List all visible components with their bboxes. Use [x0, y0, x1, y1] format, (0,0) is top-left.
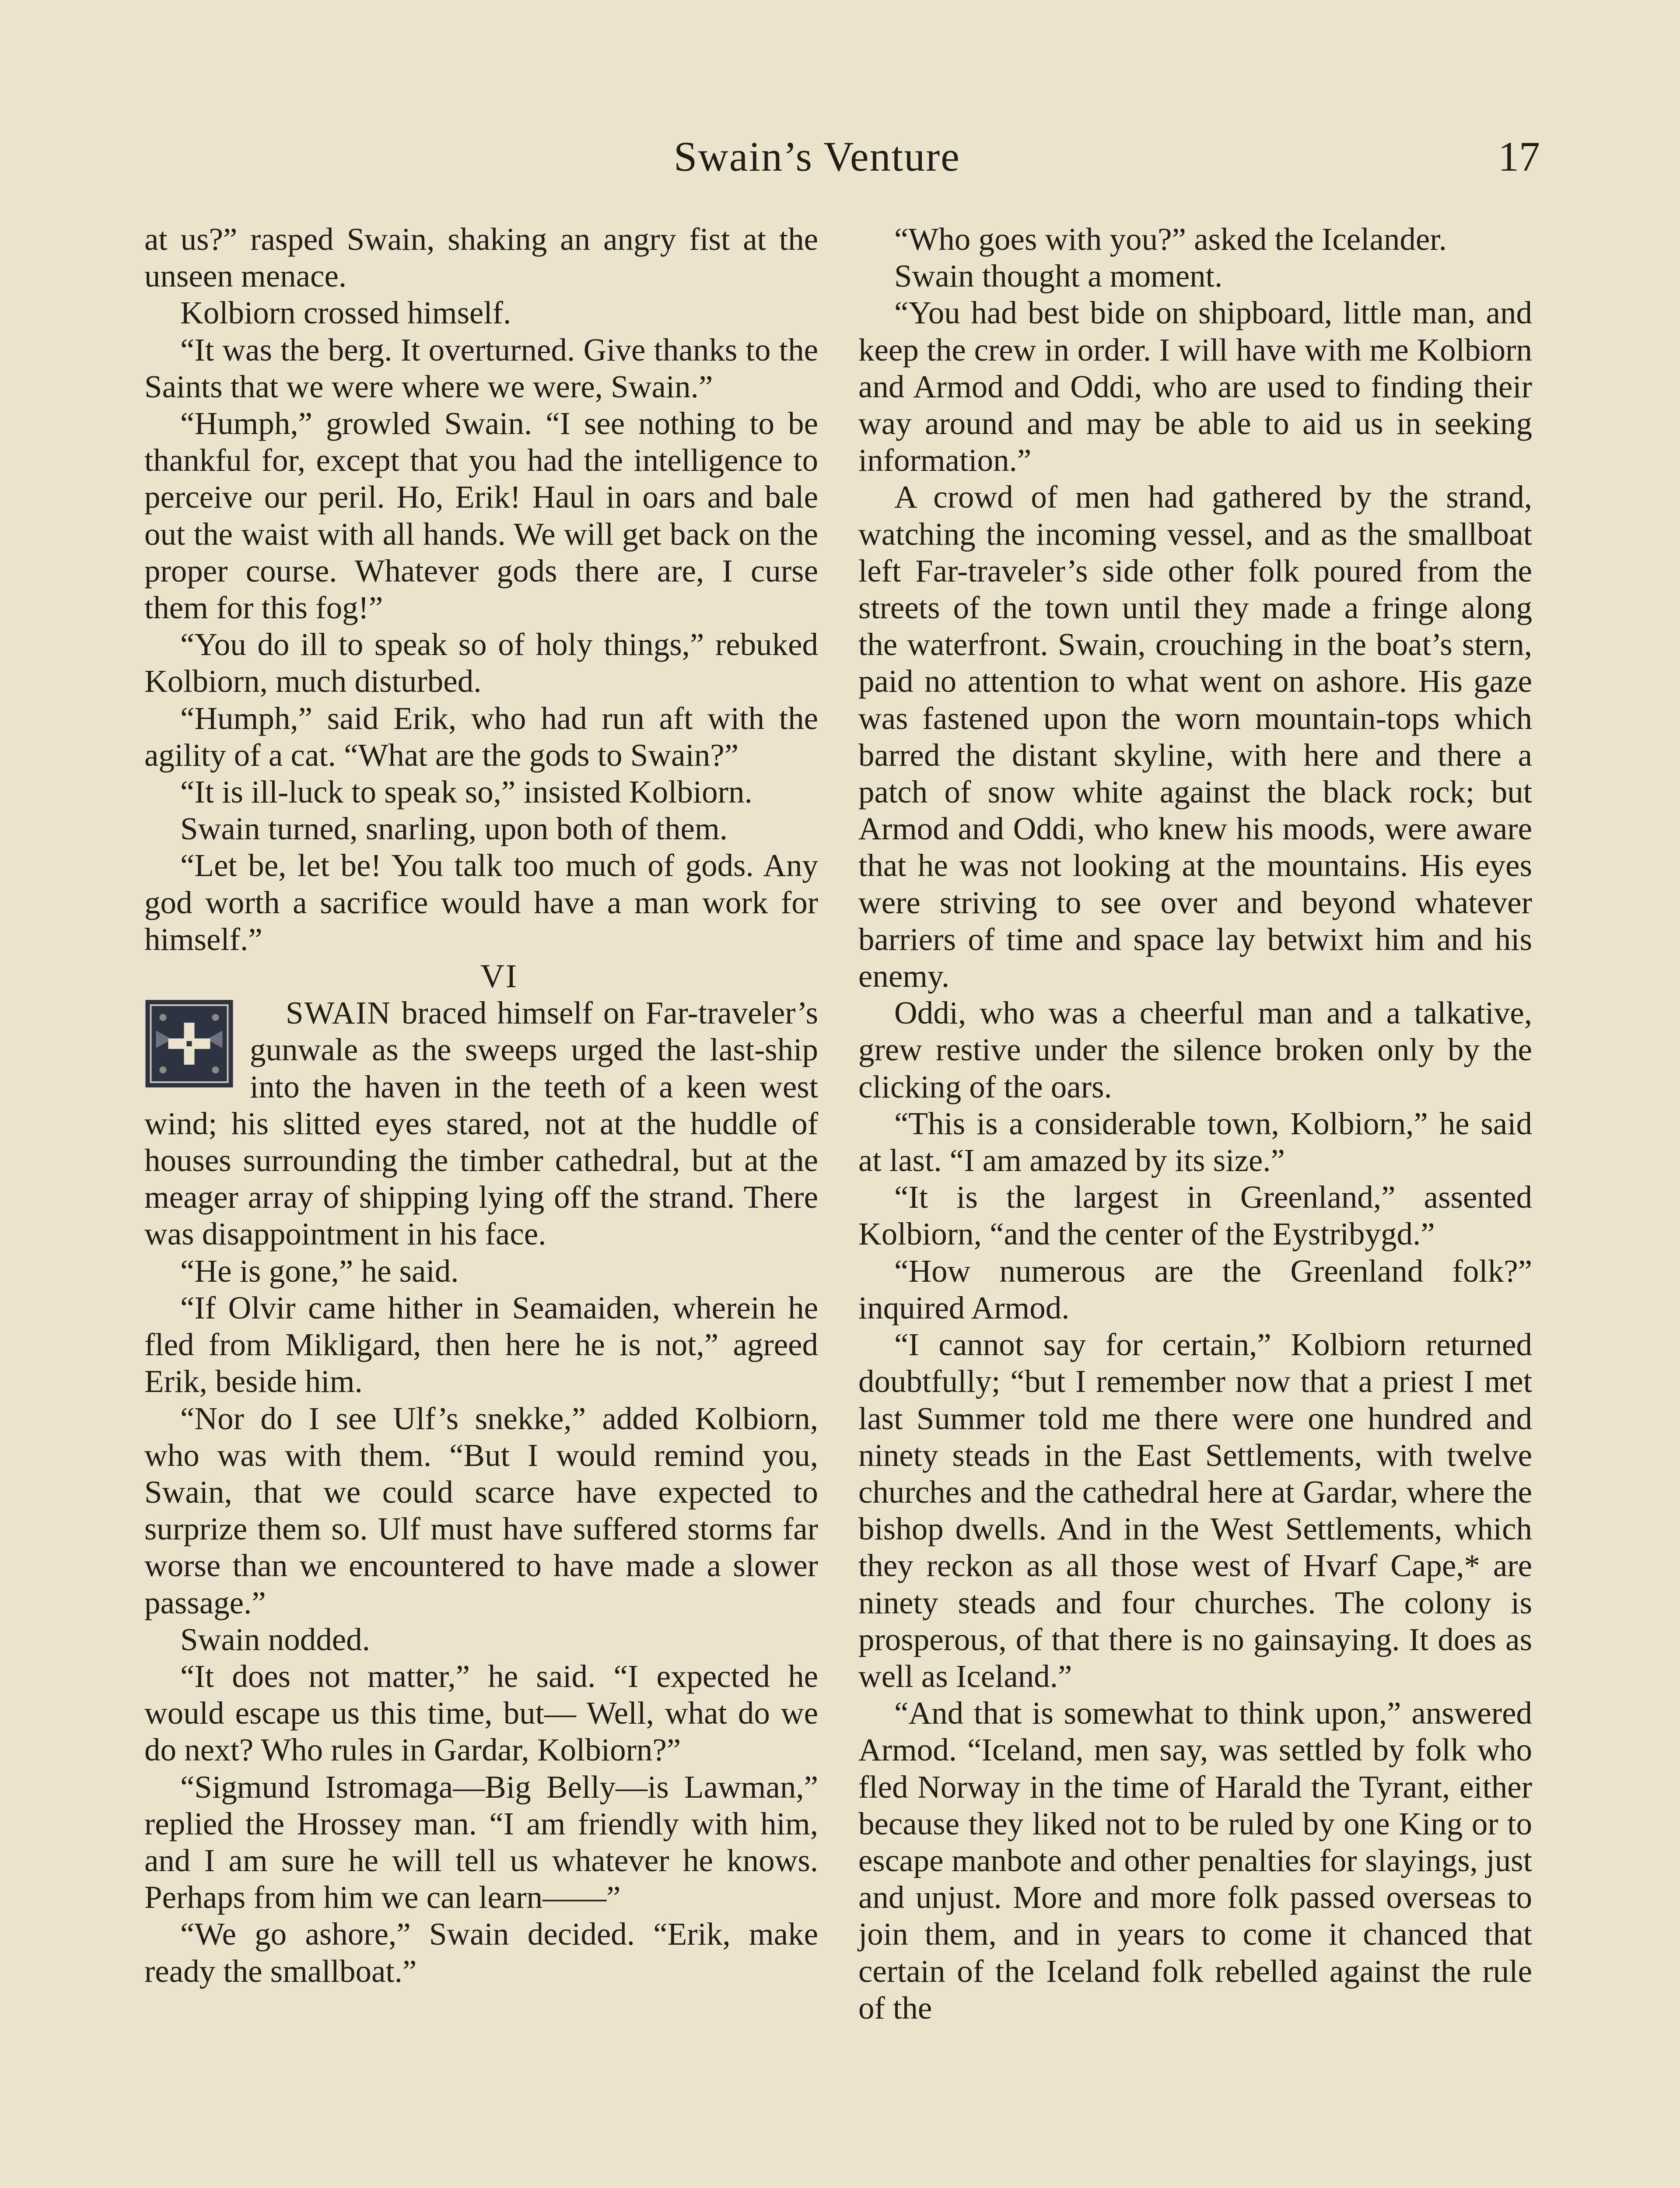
- dropcap-word: SWAIN: [286, 995, 392, 1031]
- section-heading: VI: [480, 958, 518, 995]
- paragraph: “It is ill-luck to speak so,” insisted Kolbiorn.: [180, 774, 752, 810]
- paragraph: “Who goes with you?” asked the Icelander.: [894, 221, 1447, 257]
- ornamental-initial-icon: [144, 1000, 234, 1087]
- paragraph: “It was the berg. It overturned. Give thanks to the Saints that we were where we were, Swain.”: [144, 332, 818, 404]
- paragraph: Swain thought a moment.: [894, 258, 1223, 294]
- paragraph: “And that is somewhat to think upon,” answered Armod. “Iceland, men say, was settled by folk who fled Norway in the time of Harald the Tyrant, either because they liked not to be ruled by one King or to escape manbote and other penalties for slayings, just and unjust. More and more folk passed overseas to join them, and in years to come it chanced that certain of the Iceland folk rebelled against the rule of the: [858, 1695, 1532, 2026]
- paragraph: Oddi, who was a cheerful man and a talkative, grew restive under the silence broken only by the clicking of the oars.: [858, 995, 1532, 1105]
- paragraph: “We go ashore,” Swain decided. “Erik, make ready the smallboat.”: [144, 1916, 818, 1989]
- page-number: 17: [1498, 133, 1540, 180]
- running-header: [612, 128, 1575, 189]
- paragraph: “Humph,” growled Swain. “I see nothing to be thankful for, except that you had the intelligence to perceive our peril. Ho, Erik! Haul in oars and bale out the waist with all hands. We will get back on the proper course. Whatever gods there are, I curse them for this fog!”: [144, 406, 818, 626]
- paragraph: “If Olvir came hither in Seamaiden, wherein he fled from Mikligard, then here he is not,” agreed Erik, beside him.: [144, 1290, 818, 1399]
- paragraph: “He is gone,” he said.: [180, 1253, 459, 1289]
- paragraph: Swain nodded.: [180, 1621, 370, 1657]
- right-column: [858, 221, 1532, 2027]
- paragraph: “You had best bide on shipboard, little man, and keep the crew in order. I will have with me Kolbiorn and Armod and Oddi, who are used to finding their way around and may be able to aid us in seeking information.”: [858, 295, 1532, 478]
- paragraph: A crowd of men had gathered by the strand, watching the incoming vessel, and as the smallboat left Far-traveler’s side other folk poured from the streets of the town until they made a fringe along the waterfront. Swain, crouching in the boat’s stern, paid no attention to what went on ashore. His gaze was fastened upon the worn mountain-tops which barred the distant skyline, with here and there a patch of snow white against the black rock; but Armod and Oddi, who knew his moods, were aware that he was not looking at the mountains. His eyes were striving to see over and beyond whatever barriers of time and space lay betwixt him and his enemy.: [858, 479, 1532, 994]
- paragraph: “Nor do I see Ulf’s snekke,” added Kolbiorn, who was with them. “But I would remind you, Swain, that we could scarce have expected to surprize them so. Ulf must have suffered storms far worse than we encountered to have made a slower passage.”: [144, 1400, 818, 1620]
- paragraph: “It does not matter,” he said. “I expected he would escape us this time, but— Well, what do we do next? Who rules in Gardar, Kolbiorn?”: [144, 1658, 818, 1768]
- paragraph: “I cannot say for certain,” Kolbiorn returned doubtfully; “but I remember now that a priest I met last Summer told me there were one hundred and ninety steads in the East Settlements, with twelve churches and the cathedral here at Gardar, where the bishop dwells. And in the West Settlements, which they reckon as all those west of Hvarf Cape,* are ninety steads and four churches. The colony is prosperous, of that there is no gainsaying. It does as well as Iceland.”: [858, 1327, 1532, 1694]
- chapter-opening-paragraph: [144, 995, 818, 1252]
- paragraph: “Humph,” said Erik, who had run aft with the agility of a cat. “What are the gods to Swain?”: [144, 700, 818, 773]
- paragraph: Swain turned, snarling, upon both of them.: [180, 811, 728, 847]
- left-column: [144, 221, 818, 1990]
- paragraph: “How numerous are the Greenland folk?” inquired Armod.: [858, 1253, 1532, 1325]
- paragraph: “You do ill to speak so of holy things,” rebuked Kolbiorn, much disturbed.: [144, 627, 818, 699]
- dropcap-paragraph-text: braced himself on Far-traveler’s gunwale as the sweeps urged the last-ship into the haven in the teeth of a keen west wind; his slitted eyes stared, not at the huddle of houses surrounding the timber cathedral, but at the meager array of shipping lying off the strand. There was disappointment in his face.: [144, 995, 818, 1252]
- paragraph: Kolbiorn crossed himself.: [180, 295, 511, 331]
- paragraph: “This is a considerable town, Kolbiorn,” he said at last. “I am amazed by its size.”: [858, 1105, 1532, 1178]
- paragraph: “Let be, let be! You talk too much of gods. Any god worth a sacrifice would have a man work for himself.”: [144, 848, 818, 957]
- paragraph: at us?” rasped Swain, shaking an angry fist at the unseen menace.: [144, 221, 818, 294]
- running-title: Swain’s Venture: [674, 133, 960, 180]
- paragraph: “Sigmund Istromaga—Big Belly—is Lawman,” replied the Hrossey man. “I am friendly with him, and I am sure he will tell us whatever he knows. Perhaps from him we can learn——”: [144, 1769, 818, 1915]
- paragraph: “It is the largest in Greenland,” assented Kolbiorn, “and the center of the Eystribygd.”: [858, 1179, 1532, 1252]
